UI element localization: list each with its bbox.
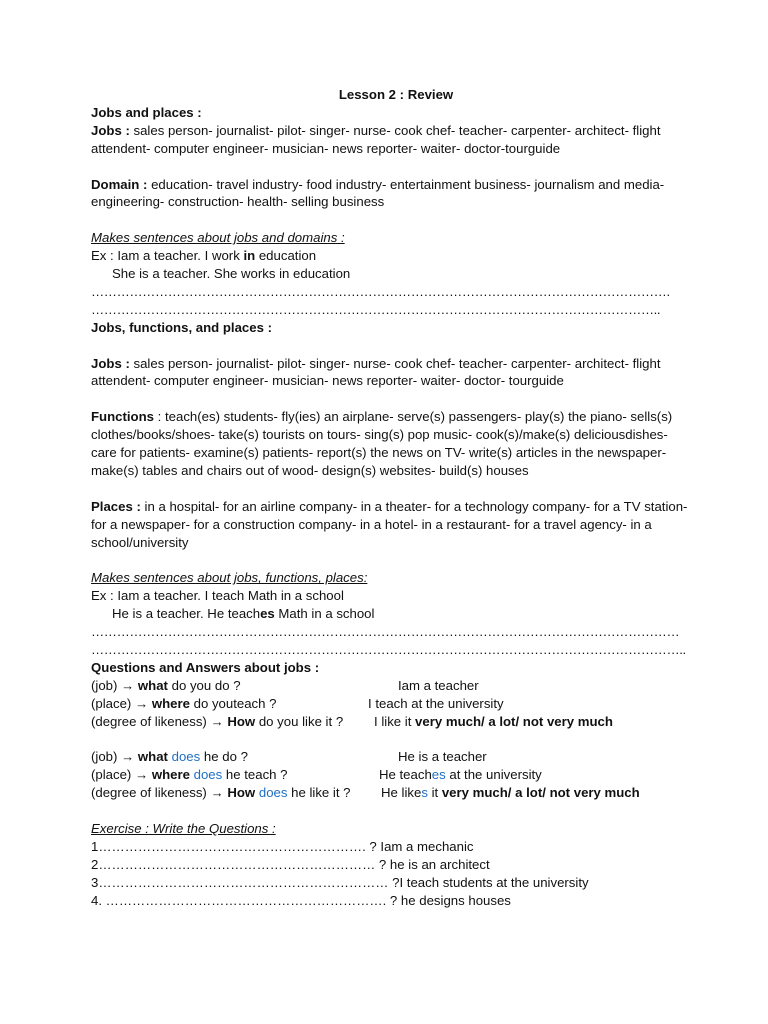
exercise-item[interactable]: 4. ………………………………………………………. ? he designs houses: [91, 892, 511, 908]
answer-text: He likes it very much/ a lot/ not very much: [381, 785, 640, 801]
qa-row-place-he: (place) → where does he teach ? He teaches at the university: [91, 767, 542, 783]
exercise-heading: Exercise : Write the Questions :: [91, 820, 276, 836]
answer-text: He is a teacher: [398, 749, 487, 765]
example-2-line-1: Ex : Iam a teacher. I teach Math in a school: [91, 588, 344, 604]
jobs-functions-instruction: Makes sentences about jobs, functions, places:: [91, 570, 368, 586]
jobs-paragraph-2: [91, 355, 691, 391]
qa-row-likeness: (degree of likeness) → How do you like it ? I like it very much/ a lot/ not very much: [91, 713, 613, 729]
answer-line[interactable]: …………………………………………………………………………………………………………………………..: [91, 642, 686, 657]
answer-text: I like it very much/ a lot/ not very much: [374, 713, 613, 729]
answer-line[interactable]: …………………………………………………………………………………………………………………………: [91, 624, 680, 640]
answer-text: He teaches at the university: [379, 767, 542, 783]
jobs-label: Jobs :: [91, 122, 130, 138]
answer-line[interactable]: ……………………………………………………………………………………………………………………..: [91, 301, 661, 317]
exercise-item[interactable]: 3………………………………………………………… ?I teach students at the university: [91, 874, 589, 890]
qa-row-place: (place) → where do youteach ? I teach at the university: [91, 695, 504, 711]
answer-text: Iam a teacher: [398, 677, 479, 693]
places-label: Places :: [91, 498, 141, 514]
example-2-line-2: He is a teacher. He teaches Math in a school: [112, 606, 375, 622]
page-title: Lesson 2 : Review: [338, 87, 454, 102]
jobs-list: sales person- journalist- pilot- singer- nurse- cook chef- teacher- carpenter- architect- flight attendent- computer engineer- musician- news reporter- waiter- doctor-tourguide: [91, 122, 661, 156]
jobs-domains-instruction: Makes sentences about jobs and domains :: [91, 230, 345, 246]
qa-row-job-he: (job) → what does he do ? He is a teacher: [91, 749, 487, 765]
jobs-places-heading: Jobs and places :: [91, 104, 202, 120]
exercise-item[interactable]: 1……………………………………………………. ? Iam a mechanic: [91, 838, 474, 854]
example-1-line-2: She is a teacher. She works in education: [112, 266, 351, 282]
functions-paragraph: [91, 408, 691, 480]
domain-list: education- travel industry- food industry- entertainment business- journalism and media- engineering- construction- health- selling business: [91, 176, 665, 210]
example-1-line-1: Ex : Iam a teacher. I work in education: [91, 248, 317, 264]
jobs-label: Jobs :: [91, 355, 130, 371]
domain-label: Domain :: [91, 176, 148, 192]
answer-text: I teach at the university: [368, 695, 504, 711]
places-paragraph: [91, 498, 691, 552]
qa-row-job: (job) → what do you do ? Iam a teacher: [91, 677, 479, 693]
qa-heading: Questions and Answers about jobs :: [91, 659, 320, 675]
domain-paragraph: [91, 176, 691, 212]
exercise-item[interactable]: 2……………………………………………………… ? he is an architect: [91, 856, 490, 872]
places-list: in a hospital- for an airline company- in a theater- for a technology company- for a TV station- for a newspaper- for a construction company- in a hotel- in a restaurant- for a travel agency- in a school/university: [91, 498, 688, 550]
qa-row-likeness-he: (degree of likeness) → How does he like it ? He likes it very much/ a lot/ not very much: [91, 785, 640, 801]
jobs-paragraph: [91, 122, 691, 158]
answer-line[interactable]: ……………………………………………………………………………………………………………………….: [91, 283, 670, 299]
jobs-functions-heading: Jobs, functions, and places :: [91, 319, 272, 335]
jobs-list: sales person- journalist- pilot- singer- nurse- cook chef- teacher- carpenter- architect- flight attendent- computer engineer- musician- news reporter- waiter- doctor- tourguide: [91, 355, 661, 389]
functions-list: : teach(es) students- fly(ies) an airplane- serve(s) passengers- play(s) the piano- sells(s) clothes/books/shoes- take(s) tourists on tours- sing(s) pop music- cook(s)/make(s) deliciousdishes- care for patients- examine(s) patients- report(s) the news on TV- write(s) articles in the newspaper- make(s) tables and chairs out of wood- design(s) websites- build(s) houses: [91, 409, 673, 478]
functions-label: Functions: [91, 409, 155, 425]
worksheet-page: [91, 86, 691, 909]
